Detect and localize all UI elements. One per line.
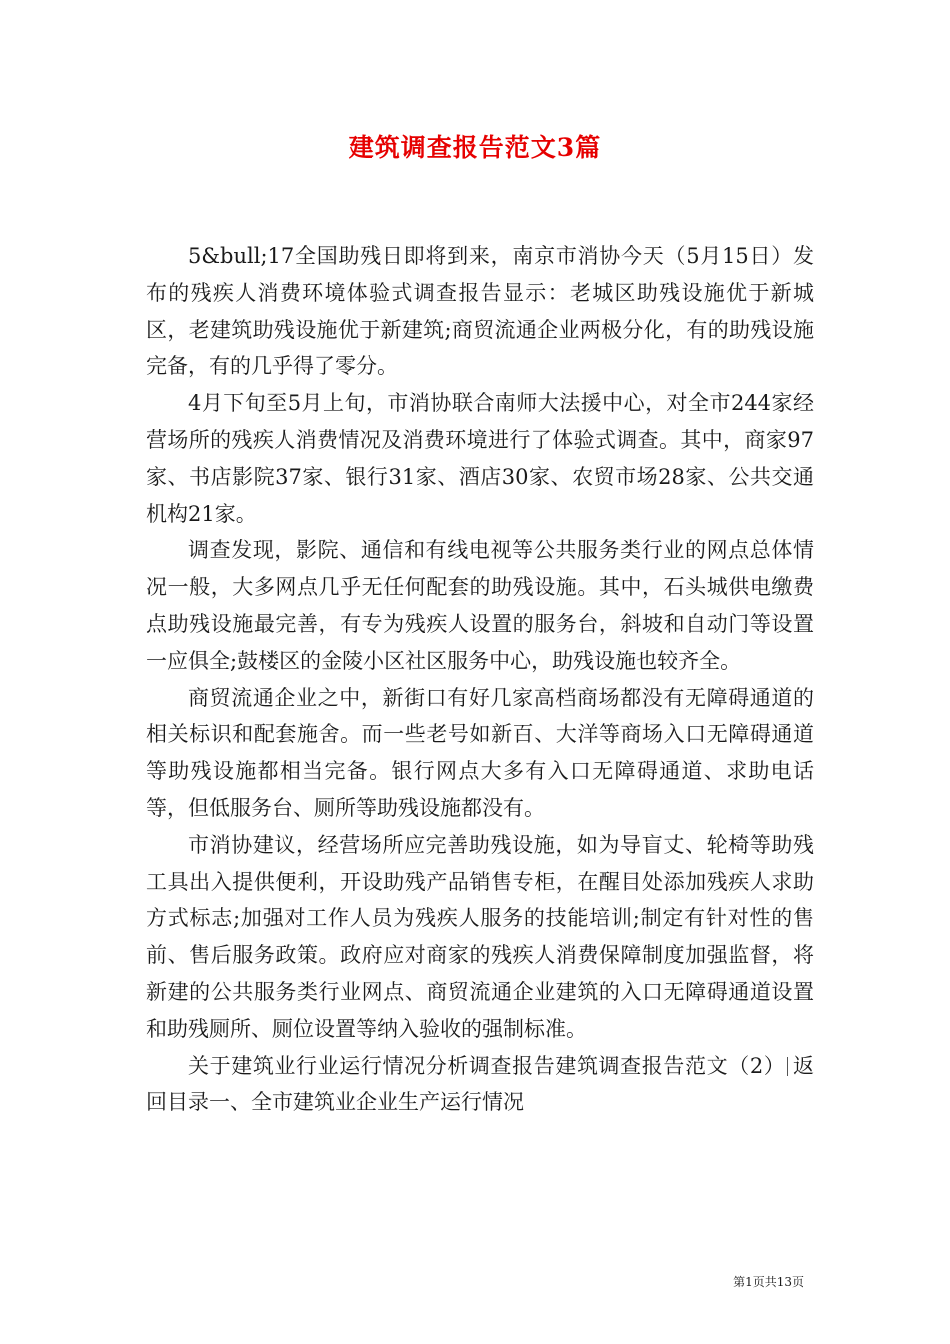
document-title: 建筑调查报告范文3篇 [348,133,602,162]
paragraph-6-link[interactable]: 返回目录一、全市建筑业企业生产运行情况 [146,1053,814,1115]
paragraph-6-heading: 关于建筑业行业运行情况分析调查报告建筑调查报告范文（2） [188,1053,786,1078]
document-body [146,238,814,1121]
paragraph-6 [146,1048,814,1122]
paragraph-5: 市消协建议，经营场所应完善助残设施，如为导盲丈、轮椅等助残工具出入提供便利，开设助残产品销售专柜，在醒目处添加残疾人求助方式标志;加强对工作人员为残疾人服务的技能培训;制定有针对性的售前、售后服务政策。政府应对商家的残疾人消费保障制度加强监督，将新建的公共服务类行业网点、商贸流通企业建筑的入口无障碍通道设置和助残厕所、厕位设置等纳入验收的强制标准。 [146,832,814,1041]
paragraph-3: 调查发现，影院、通信和有线电视等公共服务类行业的网点总体情况一般，大多网点几乎无任何配套的助残设施。其中，石头城供电缴费点助残设施最完善，有专为残疾人设置的服务台，斜坡和自动门等设置一应俱全;鼓楼区的金陵小区社区服务中心，助残设施也较齐全。 [146,538,814,673]
paragraph-2: 4月下旬至5月上旬，市消协联合南师大法援中心，对全市244家经营场所的残疾人消费情况及消费环境进行了体验式调查。其中，商家97家、书店影院37家、银行31家、酒店30家、农贸市场28家、公共交通机构21家。 [146,391,814,526]
text-cursor-mark [787,1057,788,1076]
paragraph-4: 商贸流通企业之中，新街口有好几家高档商场都没有无障碍通道的相关标识和配套施舍。而一些老号如新百、大洋等商场入口无障碍通道等助残设施都相当完备。银行网点大多有入口无障碍通道、求助电话等，但低服务台、厕所等助残设施都没有。 [146,685,814,820]
page-number-footer: 第1页共13页 [733,1275,804,1289]
paragraph-1: 5&bull;17全国助残日即将到来，南京市消协今天（5月15日）发布的残疾人消费环境体验式调查报告显示：老城区助残设施优于新城区，老建筑助残设施优于新建筑;商贸流通企业两极分化，有的助残设施完备，有的几乎得了零分。 [146,244,814,379]
